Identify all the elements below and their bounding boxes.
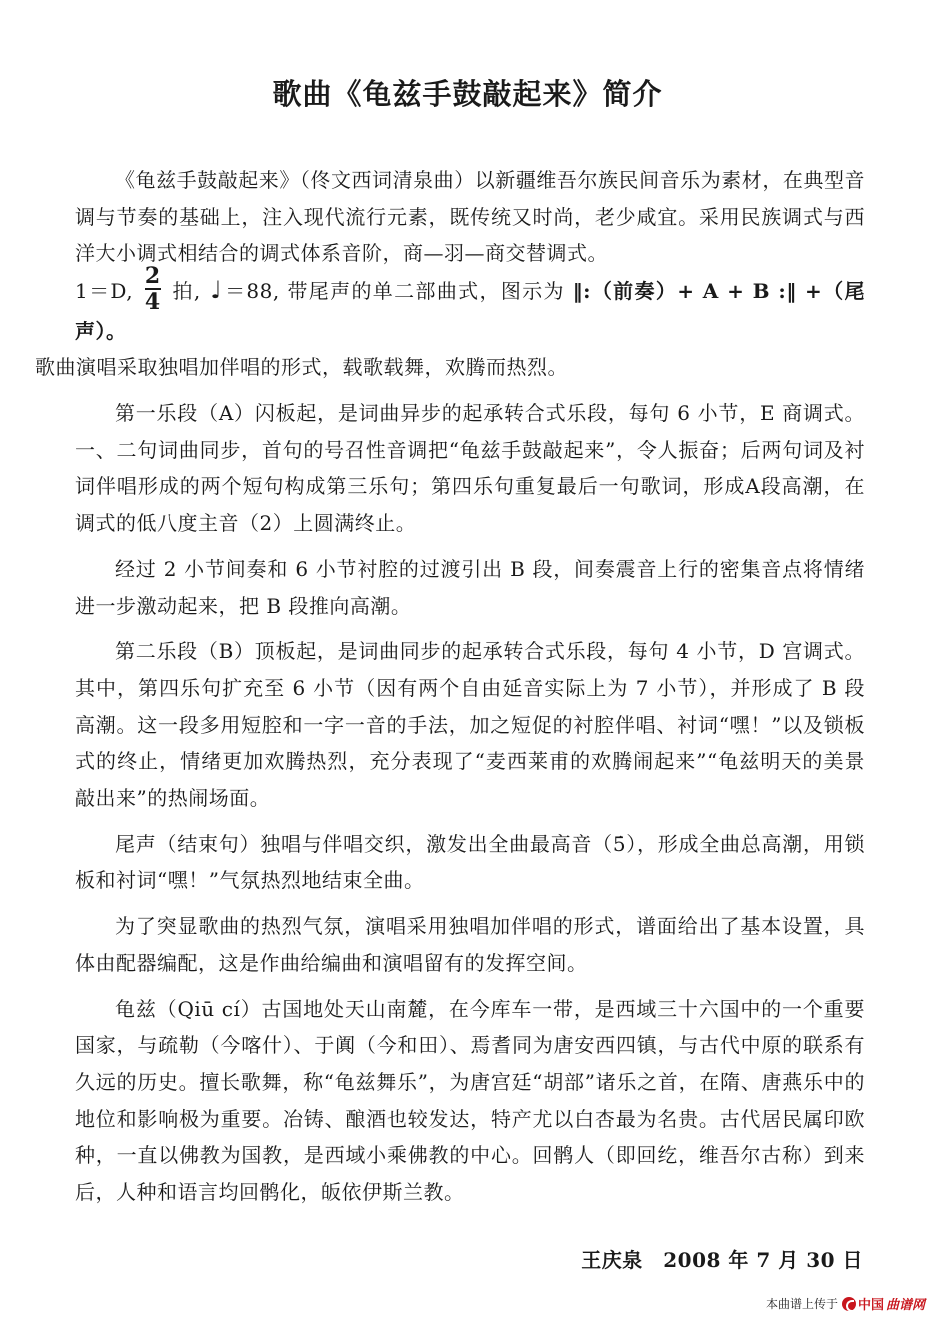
paragraph-section-a: 第一乐段（A）闪板起，是词曲异步的起承转合式乐段，每句 6 小节，E 商调式。一、二句词曲同步，首句的号召性音调把“龟兹手鼓敲起来”，令人振奋；后两句词及衬词伴唱形成的两个短句构成第三乐句；第四乐句重复最后一句歌词，形成A段高潮，在调式的低八度主音（2）上圆满终止。 xyxy=(75,401,865,536)
performance-text: 歌曲演唱采取独唱加伴唱的形式，载歌载舞，欢腾而热烈。 xyxy=(35,355,568,380)
paragraph-performance: 为了突显歌曲的热烈气氛，演唱采用独唱加伴唱的形式，谱面给出了基本设置，具体由配器编配，这是作曲给编曲和演唱留有的发挥空间。 xyxy=(75,914,865,975)
logo-cn: 中国 xyxy=(857,1298,884,1313)
form-text: 带尾声的单二部曲式，图示为 xyxy=(287,279,565,304)
quarter-note-icon: ♩ xyxy=(210,275,224,305)
music-spec-line xyxy=(75,262,866,343)
paragraph-section-b: 第二乐段（B）顶板起，是词曲同步的起承转合式乐段，每句 4 小节，D 宫调式。其中，第四乐句扩充至 6 小节（因有两个自由延音实际上为 7 小节），并形成了 B 段高潮。这一段多用短腔和一字一音的手法，加之短促的衬腔伴唱、衬词“嘿！”以及锁板式的终止，情绪更加欢腾热烈，充分表现了“麦西莱甫的欢腾闹起来”“龟兹明天的美景敲出来”的热闹场面。 xyxy=(75,639,865,811)
paragraph-interlude: 经过 2 小节间奏和 6 小节衬腔的过渡引出 B 段，间奏震音上行的密集音点将情绪进一步激动起来，把 B 段推向高潮。 xyxy=(75,556,865,618)
upload-text: 本曲谱上传于 xyxy=(765,1297,838,1311)
paragraph-intro xyxy=(35,162,866,386)
page-title: 歌曲《龟兹手鼓敲起来》简介 xyxy=(272,77,663,111)
logo-name: 曲谱网 xyxy=(885,1298,925,1313)
paragraph-history: 龟兹（Qiū cí）古国地处天山南麓，在今库车一带，是西域三十六国中的一个重要国家，与疏勒（今喀什）、于阗（今和田）、焉耆同为唐安西四镇，与古代中原的联系有久远的历史。擅长歌舞，称“龟兹舞乐”，为唐宫廷“胡部”诸乐之首，在隋、唐燕乐中的地位和影响极为重要。冶铸、酿酒也较发达，特产尤以白杏最为名贵。古代居民属印欧种，一直以佛教为国教，是西域小乘佛教的中心。回鹘人（即回纥，维吾尔古称）到来后，人种和语言均回鹘化，皈依伊斯兰教。 xyxy=(75,996,865,1205)
form-scheme: ‖:（前奏）+ A + B :‖ +（尾声）。 xyxy=(75,279,866,343)
tempo-value: ＝88, xyxy=(225,279,280,304)
meter-bottom: 4 xyxy=(144,288,161,315)
intro-text: 《龟兹手鼓敲起来》（佟文西词清泉曲）以新疆维吾尔族民间音乐为素材，在典型音调与节奏的基础上，注入现代流行元素，既传统又时尚，老少咸宜。采用民族调式与西洋大小调式相结合的调式体系音阶，商—羽—商交替调式。 xyxy=(75,168,865,266)
meter-top: 2 xyxy=(144,262,161,289)
paragraph-coda: 尾声（结束句）独唱与伴唱交织，激发出全曲最高音（5̇），形成全曲总高潮，用锁板和衬词“嘿！”气氛热烈地结束全曲。 xyxy=(75,831,865,893)
watermark-footer xyxy=(766,1294,925,1313)
beat-word: 拍, xyxy=(172,279,201,304)
logo-icon xyxy=(842,1297,856,1311)
key-signature: 1＝D, xyxy=(75,279,134,304)
time-signature xyxy=(144,262,161,315)
author-signature: 王庆泉 2008 年 7 月 30 日 xyxy=(581,1248,863,1272)
article-body xyxy=(35,162,866,1220)
site-logo[interactable] xyxy=(842,1294,925,1313)
